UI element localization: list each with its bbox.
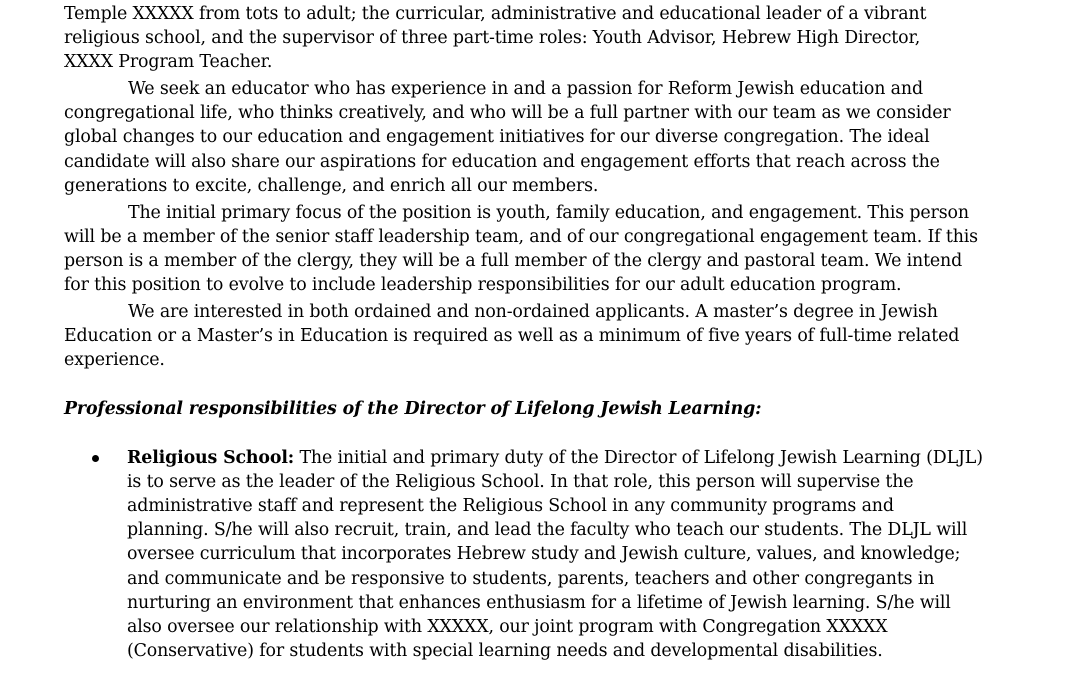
applicants-paragraph-line: We are interested in both ordained and non-ordained applicants. A master’s degree in Jewish (128, 302, 938, 322)
intro-line: religious school, and the supervisor of three part-time roles: Youth Advisor, Hebrew High Director, (64, 28, 921, 48)
bullet-first-line (127, 446, 983, 470)
focus-paragraph-line: The initial primary focus of the position is youth, family education, and engagement. This person (128, 203, 969, 223)
applicants-paragraph-line: experience. (64, 350, 165, 370)
bullet-first-line-text: The initial and primary duty of the Director of Lifelong Jewish Learning (DLJL) (294, 448, 983, 468)
focus-paragraph-line: for this position to evolve to include leadership responsibilities for our adult education program. (64, 275, 902, 295)
bullet-line: (Conservative) for students with special learning needs and developmental disabilities. (127, 641, 883, 661)
seek-paragraph-line: congregational life, who thinks creatively, and who will be a full partner with our team as we consider (64, 103, 951, 123)
bullet-line: nurturing an environment that enhances enthusiasm for a lifetime of Jewish learning. S/he will (127, 593, 951, 613)
seek-paragraph-line: We seek an educator who has experience in and a passion for Reform Jewish education and (128, 79, 923, 99)
bullet-title: Religious School: (127, 448, 295, 468)
bullet-line: administrative staff and represent the Religious School in any community programs and (127, 496, 894, 516)
intro-line: XXXX Program Teacher. (64, 52, 273, 72)
seek-paragraph-line: candidate will also share our aspirations for education and engagement efforts that reach across the (64, 152, 940, 172)
bullet-line: also oversee our relationship with XXXXX, our joint program with Congregation XXXXX (127, 617, 888, 637)
bullet-line: oversee curriculum that incorporates Hebrew study and Jewish culture, values, and knowledge; (127, 544, 961, 564)
bullet-line: planning. S/he will also recruit, train, and lead the faculty who teach our students. The DLJL will (127, 520, 968, 540)
applicants-paragraph-line: Education or a Master’s in Education is required as well as a minimum of five years of full-time related (64, 326, 960, 346)
bullet-line: is to serve as the leader of the Religious School. In that role, this person will supervise the (127, 472, 914, 492)
intro-line: Temple XXXXX from tots to adult; the curricular, administrative and educational leader of a vibrant (64, 4, 927, 24)
seek-paragraph-line: generations to excite, challenge, and enrich all our members. (64, 176, 599, 196)
section-heading: Professional responsibilities of the Director of Lifelong Jewish Learning: (64, 399, 762, 419)
focus-paragraph-line: will be a member of the senior staff leadership team, and of our congregational engagement team. If this (64, 227, 978, 247)
seek-paragraph-line: global changes to our education and engagement initiatives for our diverse congregation. The ideal (64, 127, 930, 147)
bullet-line: and communicate and be responsive to students, parents, teachers and other congregants in (127, 569, 935, 589)
focus-paragraph-line: person is a member of the clergy, they will be a full member of the clergy and pastoral team. We intend (64, 251, 963, 271)
bullet-icon (92, 455, 99, 462)
